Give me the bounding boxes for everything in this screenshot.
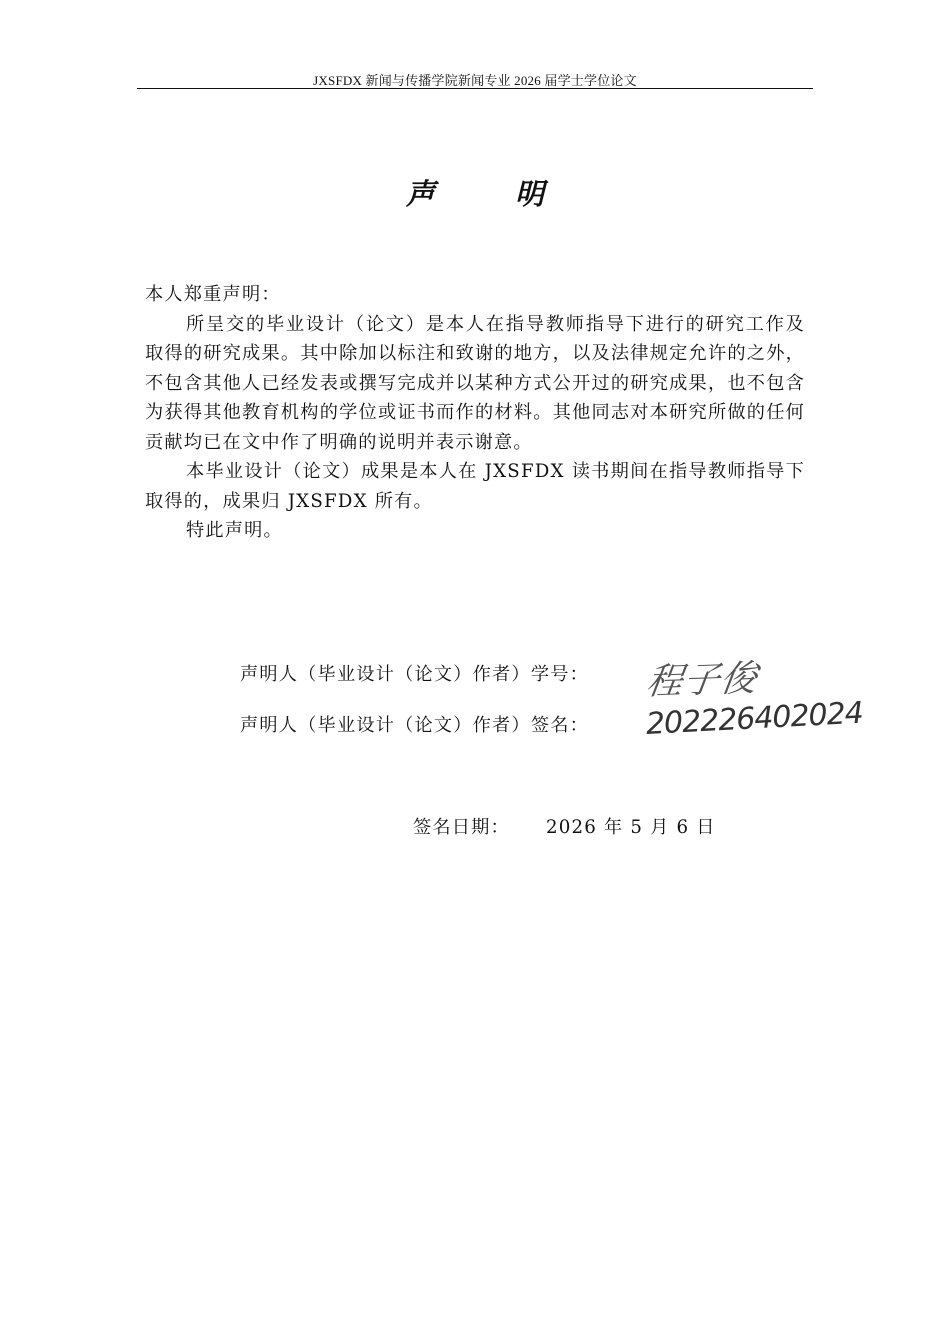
handwritten-student-id: 程子俊 xyxy=(643,658,761,704)
declaration-paragraph-originality: 所呈交的毕业设计（论文）是本人在指导教师指导下进行的研究工作及取得的研究成果。其中除加以标注和致谢的地方，以及法律规定允许的之外，不包含其他人已经发表或撰写完成并以某种方式公开过的研究成果，也不包含为获得其他教育机构的学位或证书而作的材料。其他同志对本研究所做的任何贡献均已在文中作了明确的说明并表示谢意。 xyxy=(145,313,805,453)
declaration-paragraph-ownership: 本毕业设计（论文）成果是本人在 JXSFDX 读书期间在指导教师指导下取得的，成果归 JXSFDX 所有。 xyxy=(145,461,805,512)
page-title: 声明 xyxy=(405,177,624,211)
running-header: JXSFDX 新闻与传播学院新闻专业 2026 届学士学位论文 xyxy=(313,73,637,88)
student-id-label: 声明人（毕业设计（论文）作者）学号： xyxy=(240,664,589,685)
declaration-closing: 特此声明。 xyxy=(186,520,283,541)
signature-label: 声明人（毕业设计（论文）作者）签名： xyxy=(240,715,589,736)
handwritten-signature: 202226402024 xyxy=(645,695,864,742)
signature-date-value: 2026 年 5 月 6 日 xyxy=(545,817,716,838)
signature-date-label: 签名日期： xyxy=(413,817,510,838)
declaration-opening: 本人郑重声明： xyxy=(145,284,281,305)
declaration-body xyxy=(145,280,805,546)
signature-date-row xyxy=(413,813,716,839)
header-divider xyxy=(137,88,813,89)
